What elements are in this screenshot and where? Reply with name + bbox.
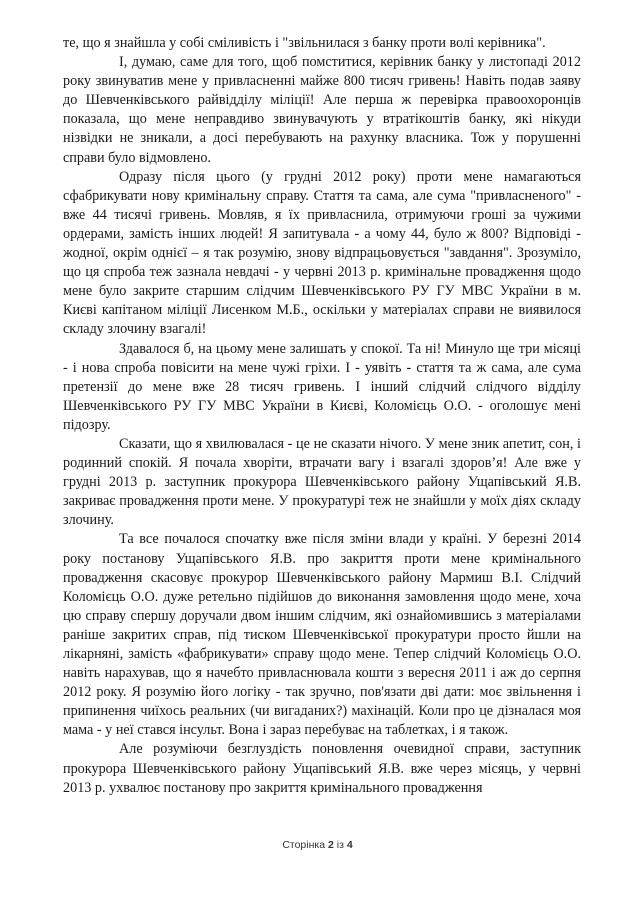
paragraph: І, думаю, саме для того, щоб помститися, керівник банку у листопаді 2012 року звинуватив мене у привласненні майже 800 тисяч гривень! Навіть подав заяву до Шевченківського райвідділу міліції! Але перша ж перевірка правоохоронців показала, що мене неправдиво звинувачують у втратікоштів банку, які нікуди нізвідки не зникали, а досі перебувають на рахунку власника. Тож у порушенні справи було відмовлено. bbox=[63, 54, 581, 166]
paragraph: Здавалося б, на цьому мене залишать у спокої. Та ні! Минуло ще три місяці - і нова спроба повісити на мене чужі гріхи. І - уявіть - стаття та ж сама, але сума претензії до мене вже 28 тисяч гривень. І інший слідчий слідчого відділу Шевченківського РУ ГУ МВС України в Києві, Коломієць О.О. - оголошує мені підозру. bbox=[63, 340, 581, 433]
page-footer bbox=[0, 839, 635, 851]
footer-current-page: 2 bbox=[327, 839, 334, 851]
paragraph: Сказати, що я хвилювалася - це не сказати нічого. У мене зник апетит, сон, і родинний спокій. Я почала хворіти, втрачати вагу і взагалі здоров’я! Але вже у грудні 2013 р. заступник прокурора Шевченківського району Ущапівський Я.В. закриває провадження проти мене. У прокуратурі теж не знайшли у моїх діях складу злочину. bbox=[63, 435, 581, 529]
footer-separator: із bbox=[336, 839, 344, 851]
footer-page-label: Сторінка bbox=[282, 839, 326, 851]
paragraph: Одразу після цього (у грудні 2012 року) проти мене намагаються сфабрикувати нову кримінальну справу. Стаття та сама, але сума "привласненого" - вже 44 тисячі гривень. Мовляв, я їх привласнила, отримуючи гроші за чужими ордерами, замість інших людей! Я запитувала - а чому 44, було ж 800? Відповіді - жодної, окрім однієї – я так розумію, знову відпрацьовується "завдання". Зрозуміло, що ця спроба теж зазнала невдачі - у червні 2013 р. кримінальне провадження щодо мене було закрите старшим слідчим Шевченківського РУ ГУ МВС України в м. Києві капітаном міліції Лисенком М.Б., оскільки у матеріалах справи не виявилося складу злочину взагалі! bbox=[63, 168, 581, 338]
paragraph: Та все почалося спочатку вже після зміни влади у країні. У березні 2014 року постанову Ущапівського Я.В. про закриття проти мене кримінального провадження скасовує прокурор Шевченківського району Мармиш В.І. Слідчий Коломієць О.О. дуже ретельно підійшов до виконання замовлення щодо мене, хоча цю справу спершу доручали двом іншим слідчим, які ознайомившись з матеріалами раніше закритих справ, під тиском Шевченківської прокуратури просто йшли на лікарняні, замість «фабрикувати» справу щодо мене. Тепер слідчий Коломієць О.О. навіть нарахував, що я начебто привласнювала кошти з вересня 2011 і аж до серпня 2012 року. Я розумію його логіку - так зручно, пов'язати дві дати: моє звільнення і припинення чиїхось реальних (чи вигаданих?) махінацій. Коли про це дізналася моя мама - у неї стався інсульт. Вона і зараз перебуває на таблетках, і я також. bbox=[63, 531, 581, 739]
paragraph: Але розуміючи безглуздість поновлення очевидної справи, заступник прокурора Шевченківського району Ущапівський Я.В. вже через місяць, у червні 2013 р. ухвалює постанову про закриття кримінального провадження bbox=[63, 741, 581, 796]
paragraph-continuation: те, що я знайшла у собі сміливість і "звільнилася з банку проти волі керівника". bbox=[63, 35, 546, 51]
footer-total-pages: 4 bbox=[346, 839, 353, 851]
document-body bbox=[63, 34, 581, 798]
